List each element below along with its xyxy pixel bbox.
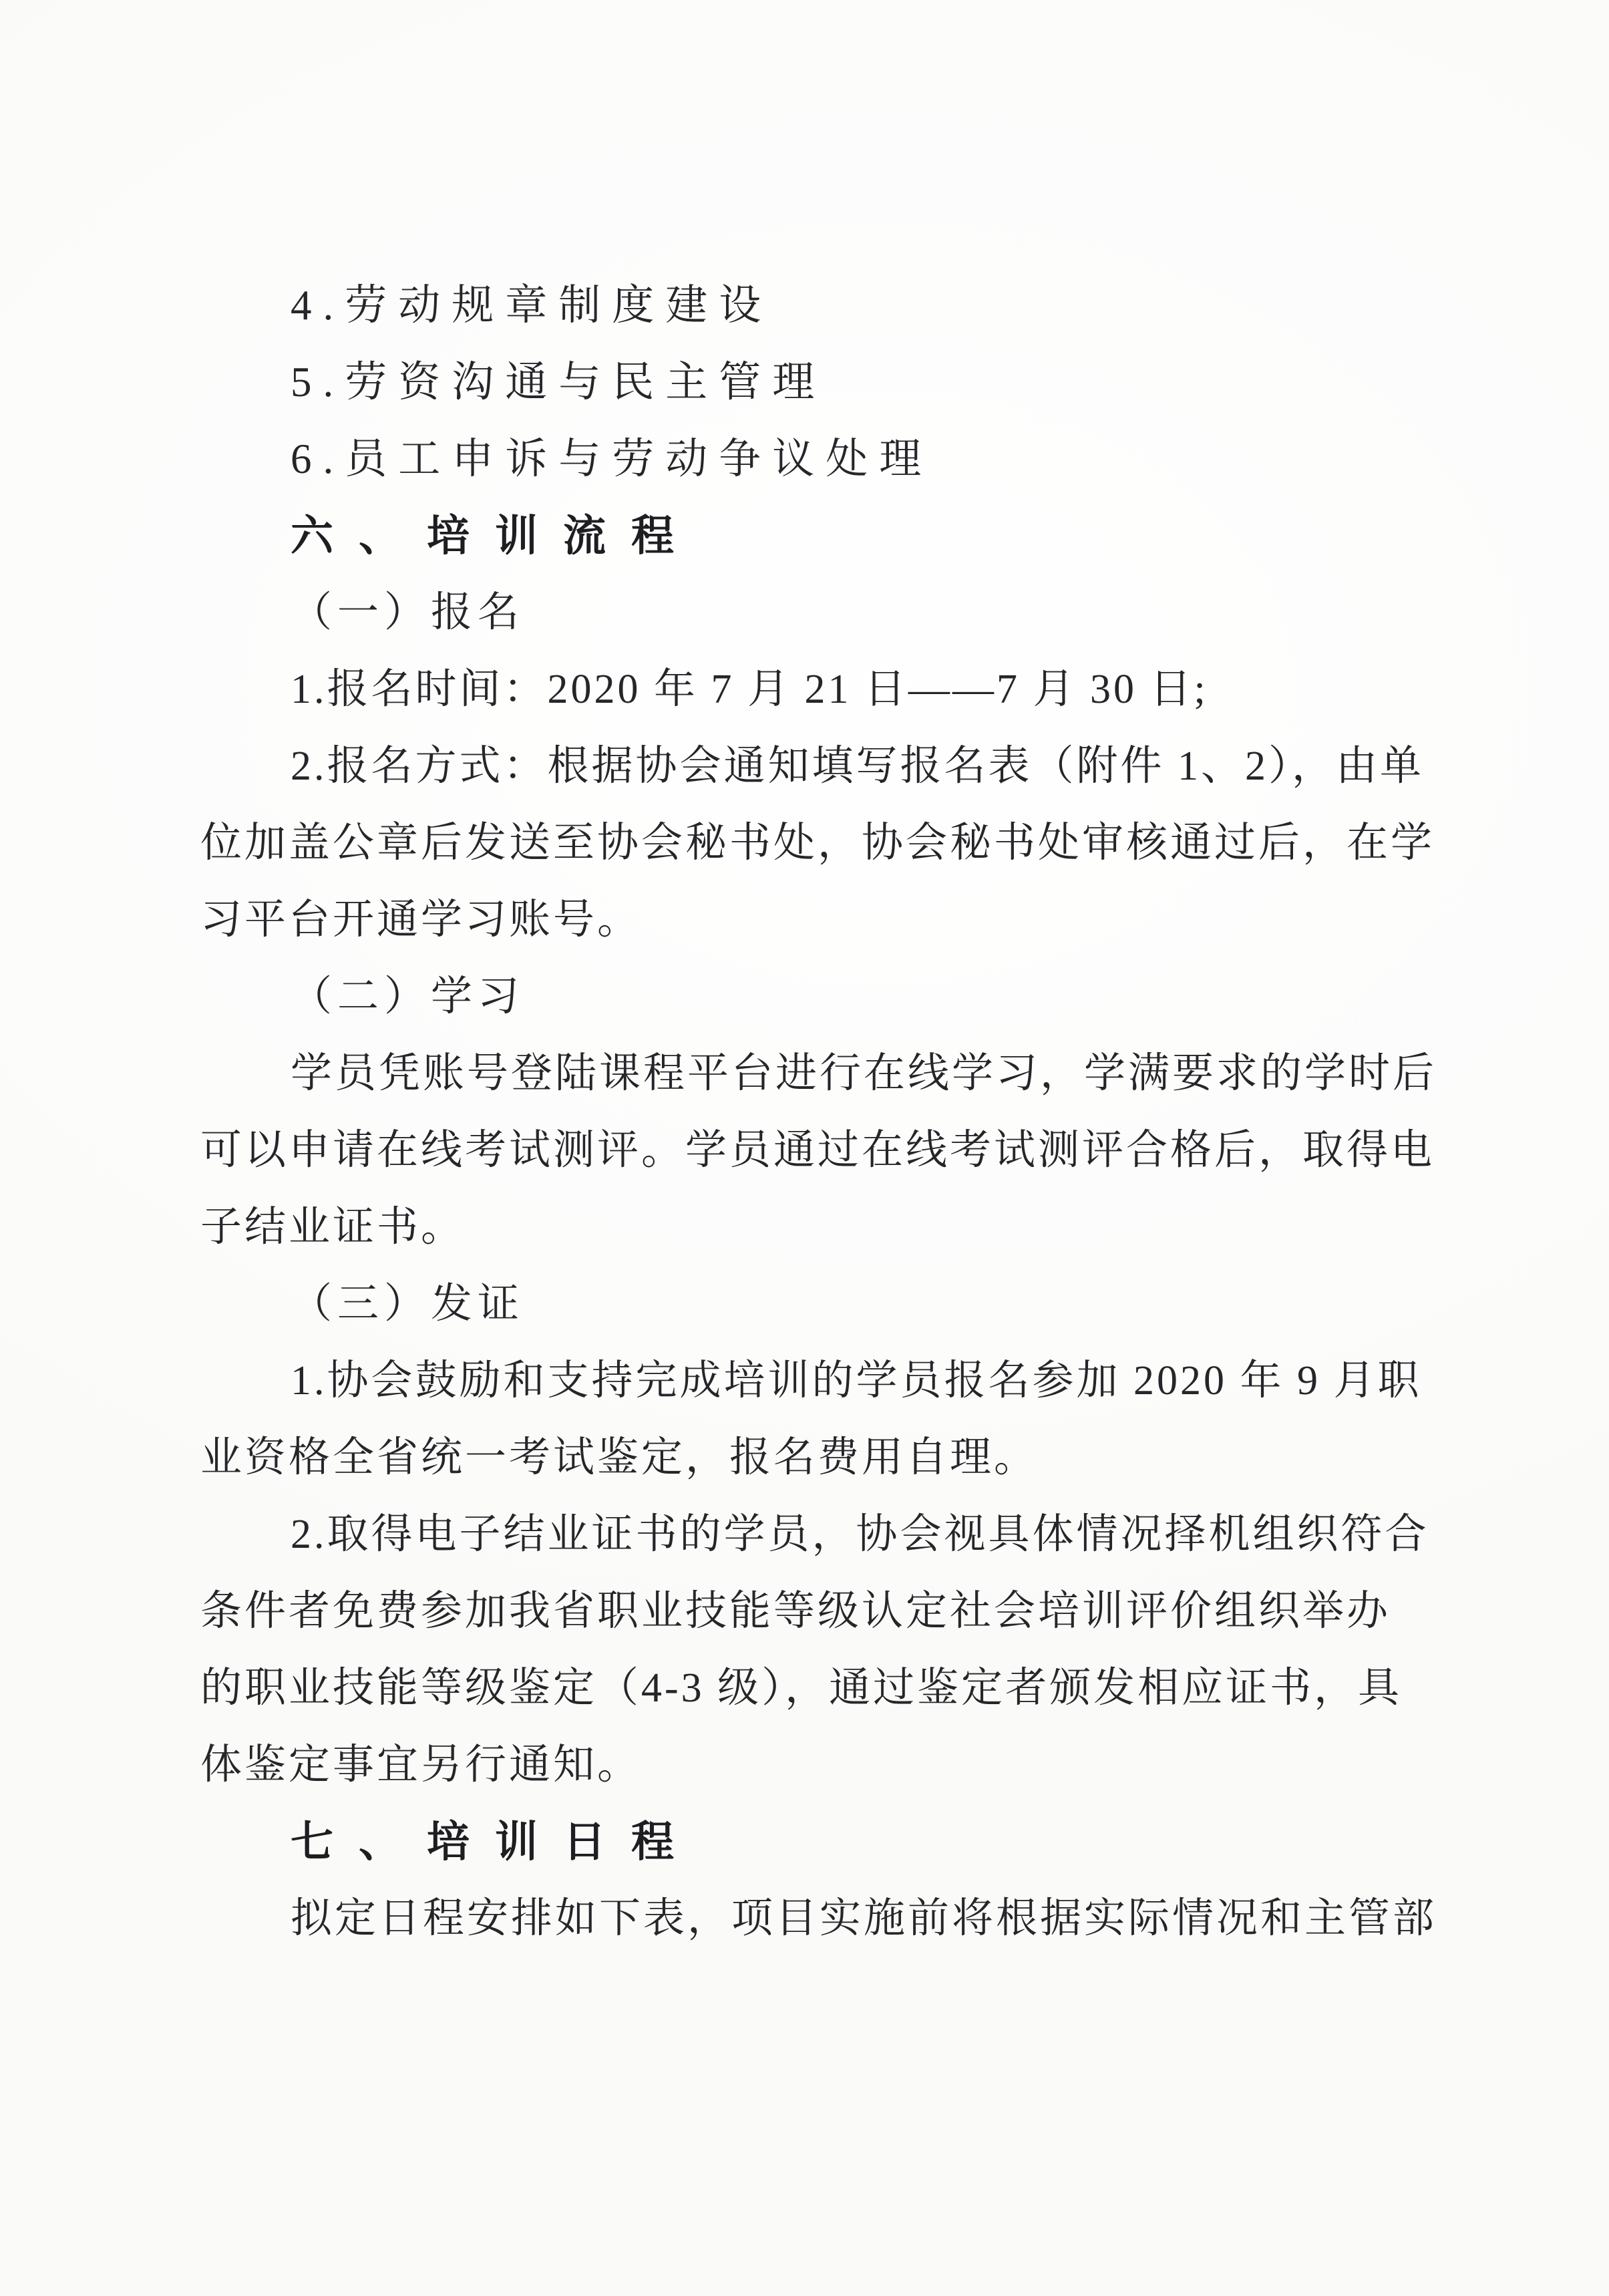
text-line: 2.取得电子结业证书的学员，协会视具体情况择机组织符合: [291, 1512, 1429, 1557]
text-line: 4.劳动规章制度建设: [291, 282, 773, 329]
text-line: 条件者免费参加我省职业技能等级认定社会培训评价组织举办: [200, 1589, 1391, 1634]
text-line: （三）发证: [291, 1281, 525, 1327]
text-line: 体鉴定事宜另行通知。: [200, 1742, 642, 1788]
text-line: 六、培训流程: [291, 512, 699, 560]
text-line: 拟定日程安排如下表，项目实施前将根据实际情况和主管部: [291, 1896, 1437, 1941]
text-line: 七、培训日程: [291, 1818, 699, 1866]
text-line: 2.报名方式：根据协会通知填写报名表（附件 1、2），由单: [291, 744, 1425, 789]
text-line: （二）学习: [291, 974, 525, 1019]
document-body: [200, 267, 1437, 1957]
text-line: 可以申请在线考试测评。学员通过在线考试测评合格后，取得电: [200, 1128, 1435, 1173]
text-line: 业资格全省统一考试鉴定，报名费用自理。: [200, 1435, 1039, 1480]
text-line: 1.报名时间：2020 年 7 月 21 日——7 月 30 日;: [291, 667, 1208, 712]
text-line: 学员凭账号登陆课程平台进行在线学习，学满要求的学时后: [291, 1051, 1437, 1096]
text-line: 6.员工申诉与劳动争议处理: [291, 436, 933, 482]
text-line: 1.协会鼓励和支持完成培训的学员报名参加 2020 年 9 月职: [291, 1358, 1422, 1404]
text-line: 位加盖公章后发送至协会秘书处，协会秘书处审核通过后，在学: [200, 820, 1435, 866]
text-line: 子结业证书。: [200, 1204, 466, 1250]
text-line: 5.劳资沟通与民主管理: [291, 359, 826, 405]
text-line: 习平台开通学习账号。: [200, 897, 642, 943]
text-line: 的职业技能等级鉴定（4-3 级），通过鉴定者颁发相应证书，具: [200, 1665, 1403, 1711]
text-line: （一）报名: [291, 590, 525, 635]
